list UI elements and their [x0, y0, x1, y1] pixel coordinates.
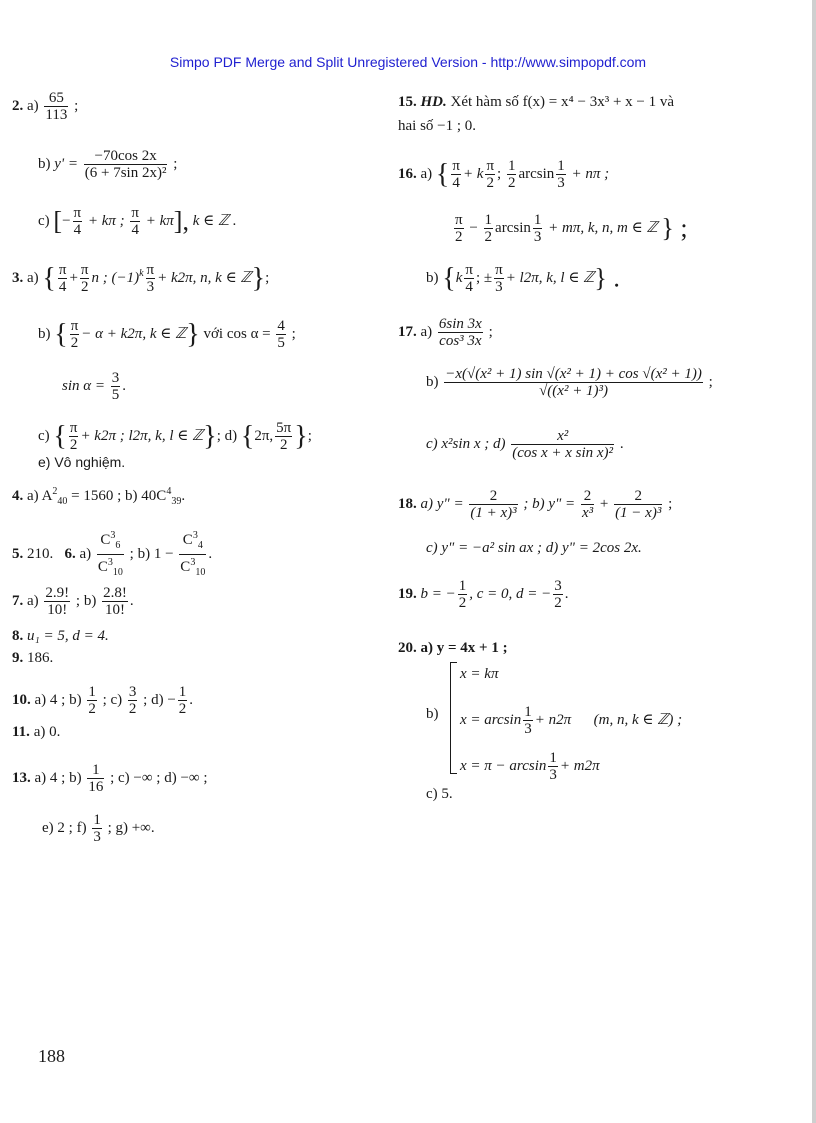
q5-label: 5. [12, 545, 24, 562]
q6b-den-c: C [180, 559, 191, 575]
q6b-den [179, 554, 206, 581]
q2b-den: (6 + 7sin 2x)² [84, 165, 167, 181]
q18b-frac1 [581, 488, 594, 521]
q20b-s3-num: 1 [549, 750, 557, 766]
q17b-frac [444, 366, 703, 399]
q16a2-tail: } ; [661, 213, 688, 243]
answer-15-line2 [398, 116, 476, 136]
q3c-n1: π [69, 420, 78, 436]
q7-b: ; b) [75, 592, 97, 609]
q3a-d1: 4 [58, 279, 67, 295]
q3b-mid: − α + k2π, k ∈ ℤ [81, 325, 187, 342]
q16a-frac1 [451, 158, 461, 191]
q20b-s3-frac [548, 750, 558, 783]
answer-19 [398, 578, 569, 611]
q5-text: 210. [27, 545, 54, 562]
q7-tail: . [129, 592, 134, 609]
q13-e: e) 2 ; f) [42, 819, 87, 836]
q16a-end: + nπ ; [571, 165, 610, 182]
q13-a: a) 4 ; b) [34, 769, 82, 786]
q20-b: b) [426, 706, 439, 722]
q3d-open-brace: { [240, 420, 255, 452]
q18-c: c) y" = −a² sin ax ; d) y" = 2cos 2x. [426, 540, 642, 556]
q3b2-lhs: sin α = [62, 377, 106, 394]
q3b-with: với cos α = [203, 325, 271, 342]
q10-tail: . [189, 691, 194, 708]
q6a-frac [97, 528, 124, 581]
q6a-num [97, 528, 124, 554]
q3b-d1: 2 [70, 335, 79, 351]
q16a2-n1: π [455, 212, 463, 228]
q3c-sep: ; d) [216, 427, 238, 444]
q18-label: 18. [398, 495, 417, 512]
q2c-frac2 [130, 205, 140, 238]
q10b-frac [87, 684, 97, 717]
q6b-den-sub: 10 [195, 567, 206, 578]
q10c-frac [128, 684, 138, 717]
q3b-frac1 [70, 318, 80, 351]
q6a-den [97, 554, 124, 581]
q3a-n2: π [80, 262, 89, 278]
answer-17a [398, 316, 493, 349]
q17-b: b) [426, 373, 439, 390]
q2c-mid: + kπ ; [87, 212, 125, 229]
q16-label: 16. [398, 165, 417, 182]
answer-13e [42, 812, 155, 845]
q16b-end: + l2π, k, l ∈ ℤ [505, 269, 595, 286]
q16a-d2: 2 [486, 175, 494, 191]
q2-label: 2. [12, 97, 24, 114]
q16a-d3: 2 [507, 175, 516, 191]
q16a-frac4 [556, 158, 566, 191]
q16a2-n3: 1 [533, 212, 542, 228]
q3d-n: 5π [276, 420, 292, 436]
q18b-plus: + [599, 495, 609, 512]
q17d-frac [511, 428, 614, 461]
q3-e: e) Vô nghiệm. [38, 454, 126, 470]
answer-17cd [426, 428, 624, 461]
answer-20c [426, 784, 453, 804]
q3b-n2: 4 [277, 318, 285, 334]
answer-18cd [426, 538, 642, 558]
q2c-d1: 4 [73, 222, 82, 238]
q20b-s3-den: 3 [549, 767, 557, 783]
answer-16b [426, 262, 620, 295]
watermark: Simpo PDF Merge and Split Unregistered Version - http://www.simpopdf.com [169, 54, 647, 70]
q16a2-end: + mπ, k, n, m ∈ ℤ [548, 219, 658, 236]
q16a-frac3 [507, 158, 517, 191]
q7b-num: 2.8! [103, 585, 127, 601]
q6a-den-sub: 10 [112, 567, 123, 578]
q17-a: a) [420, 323, 433, 340]
q16-a: a) [420, 165, 433, 182]
answer-20b-label [426, 704, 439, 724]
q20b-s2-den: 3 [524, 721, 532, 737]
q6b-den-sup: 3 [190, 557, 196, 568]
q20b-s3-pre: x = π − arcsin [460, 757, 547, 774]
q13-rest: ; c) −∞ ; d) −∞ ; [110, 769, 208, 786]
q16a-n3: 1 [507, 158, 516, 174]
answer-20a [398, 638, 508, 658]
q16a-d4: 3 [557, 175, 565, 191]
q17a-den: cos³ 3x [439, 333, 482, 349]
answer-16a-line2: $\frac{\pi}{2}$ − $\frac{1}{2}$ arcsin $\frac{1}{3}$ + mπ, k, n, m ∈ ℤ } ; [455, 212, 688, 245]
q3b-open-brace: { [54, 318, 68, 350]
q20-label: 20. [398, 640, 417, 656]
q20b-line3 [460, 750, 600, 783]
q3d-close-brace: } [294, 420, 308, 452]
q13-label: 13. [12, 769, 31, 786]
q2c-n2: π [131, 205, 139, 221]
q3b2-num: 3 [111, 370, 120, 386]
q2c-frac1 [73, 205, 83, 238]
q16b-frac1 [464, 262, 474, 295]
q17a-tail: ; [488, 323, 493, 340]
q10b-num: 1 [88, 684, 96, 700]
q2-c: c) [38, 212, 50, 229]
q2c-tail: k ∈ ℤ . [192, 212, 237, 229]
q3a-mid: n ; (−1) [91, 269, 140, 286]
q3-a: a) [27, 269, 39, 286]
q2b-fraction [84, 148, 168, 181]
q10c-num: 3 [128, 684, 137, 700]
q2b-num: −70cos 2x [94, 148, 157, 164]
q16a-open-brace: { [435, 158, 450, 190]
q7a-den: 10! [44, 601, 70, 618]
answer-10 [12, 684, 193, 717]
q3b-tail: ; [291, 325, 296, 342]
q17b-num: −x(√(x² + 1) sin √(x² + 1) + cos √(x² + 1)) [445, 366, 702, 382]
q10b-den: 2 [88, 701, 96, 717]
q17d-den: (cos x + x sin x)² [512, 445, 614, 461]
q3a-n3: π [146, 262, 155, 278]
answer-3e [38, 452, 125, 472]
q18b-d2: (1 − x)³ [615, 505, 662, 521]
q10d-den: 2 [178, 701, 187, 717]
q13b-frac [87, 762, 104, 795]
q16b-tail: } . [594, 263, 620, 293]
q20b-s2-end: + n2π [534, 711, 572, 728]
q16b-n1: π [465, 262, 473, 278]
q13b-den: 16 [88, 779, 104, 795]
q3b2-frac [111, 370, 121, 403]
q16a2-frac1 [454, 212, 464, 245]
q17-label: 17. [398, 323, 417, 340]
q3b-d2: 5 [277, 335, 285, 351]
q2a-fraction [44, 90, 68, 123]
q3a-frac2 [80, 262, 90, 295]
q20-c: c) 5. [426, 786, 453, 802]
q4-a-sup: 2 [52, 486, 58, 497]
q16a-n4: 1 [557, 158, 565, 174]
q16b-d1: 4 [465, 279, 473, 295]
q16a-mid: + k [462, 165, 484, 182]
q6-tail: . [208, 545, 213, 562]
q3-b: b) [38, 325, 51, 342]
q16a2-d3: 3 [533, 229, 542, 245]
q19b-den: 2 [458, 595, 467, 611]
answer-3b [38, 318, 296, 351]
q16b-k: k [455, 269, 463, 286]
q18a-frac [469, 488, 517, 521]
q16a-d1: 4 [452, 175, 460, 191]
q6a-den-sup: 3 [107, 557, 113, 568]
q20b-s2-frac [523, 704, 533, 737]
q3c-mid: + k2π ; l2π, k, l ∈ ℤ [80, 427, 204, 444]
q18b-n1: 2 [583, 488, 592, 504]
q18b-tail: ; [668, 495, 673, 512]
q6b-num-sub: 4 [197, 540, 203, 551]
q3c-d1: 2 [69, 437, 78, 453]
q17a-frac [438, 316, 483, 349]
answer-18ab [398, 488, 672, 521]
q4-a-sub: 40 [57, 496, 68, 507]
q20b-s3-end: + m2π [559, 757, 600, 774]
q16a2-d2: 2 [484, 229, 493, 245]
q16b-pm: ; ± [475, 269, 493, 286]
q4-a: a) A [27, 488, 53, 504]
q3a-close-brace: } [251, 262, 266, 294]
answer-3cd [38, 420, 312, 453]
q10d-num: 1 [178, 684, 187, 700]
q2c-open: [ [53, 206, 63, 236]
q16a2-frac2 [484, 212, 494, 245]
q4-label: 4. [12, 488, 24, 504]
answer-15 [398, 92, 674, 112]
q4-tail: . [181, 488, 186, 504]
answer-17b [426, 366, 713, 399]
q3c-open-brace: { [53, 420, 67, 452]
q3-label: 3. [12, 269, 24, 286]
answer-7 [12, 585, 134, 618]
q3c-close-brace: } [203, 420, 217, 452]
q9-label: 9. [12, 650, 24, 666]
q2c-close: ], [173, 206, 189, 236]
q3d-frac [275, 420, 292, 453]
q3a-d3: 3 [146, 279, 155, 295]
q16b-n2: π [495, 262, 503, 278]
q6a-num-c: C [100, 532, 111, 548]
q19b-num: 1 [458, 578, 467, 594]
q18-b: ; b) y" = [523, 495, 576, 512]
q13f-num: 1 [93, 812, 101, 828]
answer-13 [12, 762, 208, 795]
q3b-n1: π [70, 318, 79, 334]
q10-label: 10. [12, 691, 31, 708]
q6b-frac [179, 528, 206, 581]
q6-b: ; b) 1 − [129, 545, 174, 562]
q18b-d1: x³ [581, 505, 594, 521]
q7a-frac [44, 585, 70, 618]
q7a-num: 2.9! [45, 585, 70, 601]
q11-text: a) 0. [33, 724, 61, 740]
q10-d: ; d) − [143, 691, 176, 708]
q17d-tail: . [619, 435, 624, 452]
q4-b-sup: 4 [166, 486, 172, 497]
page-number: 188 [38, 1046, 65, 1066]
q20b-line2 [460, 704, 682, 737]
q2b-tail: ; [173, 155, 178, 172]
q19b-frac [458, 578, 468, 611]
q4-b-sub: 39 [171, 496, 182, 507]
q13b-num: 1 [92, 762, 100, 778]
answer-2b [38, 148, 177, 181]
q20-a: a) y = 4x + 1 ; [420, 640, 508, 656]
answer-2c: c) [− $\frac{\pi}{4}$ + kπ ; $\frac{\pi}{4}$ + kπ], k ∈ ℤ . [38, 205, 237, 238]
q3d-tail: ; [307, 427, 312, 444]
q3a-frac3 [146, 262, 156, 295]
q18-a: a) y" = [420, 495, 464, 512]
q19-tail: . [564, 585, 569, 602]
page-edge [812, 0, 816, 1123]
q19d-num: 3 [554, 578, 562, 594]
q6-label: 6. [64, 545, 76, 562]
q10d-frac [178, 684, 188, 717]
q3a-k: k [139, 267, 144, 279]
q19-mid: , c = 0, d = − [469, 585, 552, 602]
q6a-num-sup: 3 [110, 530, 116, 541]
answer-11 [12, 722, 60, 742]
q17b-tail: ; [708, 373, 713, 390]
q20b-s2-num: 1 [524, 704, 532, 720]
q10-a: a) 4 ; b) [34, 691, 82, 708]
q16a2-arc: arcsin [495, 219, 531, 236]
answer-4 [12, 482, 185, 512]
q8-label: 8. [12, 628, 24, 644]
q6b-num-c: C [182, 532, 193, 548]
q3d-d: 2 [275, 436, 292, 453]
q4-mid: = 1560 ; b) 40C [71, 488, 167, 504]
answer-2a [12, 90, 78, 123]
q7-a: a) [27, 592, 39, 609]
q3a-d2: 2 [80, 279, 89, 295]
q15-hd: HD. [420, 94, 447, 110]
q20b-s1: x = kπ [460, 666, 499, 682]
q2c-n1: π [73, 205, 82, 221]
q16-b: b) [426, 269, 439, 286]
q17b-den: √((x² + 1)³) [444, 382, 703, 399]
q2c-end: + kπ [145, 212, 174, 229]
q15-text: Xét hàm số f(x) = x⁴ − 3x³ + x − 1 và [450, 94, 675, 110]
q16a2-d1: 2 [455, 229, 463, 245]
q18b-frac2 [614, 488, 662, 521]
q15-text2: hai số −1 ; 0. [398, 118, 477, 134]
answer-9 [12, 648, 53, 668]
q16a-n1: π [452, 158, 460, 174]
q16b-d2: 3 [495, 279, 503, 295]
q17d-num: x² [557, 428, 569, 444]
answer-8 [12, 626, 109, 646]
q6-a: a) [79, 545, 92, 562]
q15-label: 15. [398, 94, 417, 110]
answer-16a: 16. a) { $\frac{\pi}{4}$ + k $\frac{\pi}{2}$ ; $\frac{1}{2}$ arcsin $\frac{1}{3}$ + nπ ; [398, 158, 610, 191]
q16b-frac2 [494, 262, 504, 295]
q3a-open-brace: { [42, 262, 56, 294]
q6a-den-c: C [97, 559, 108, 575]
q10-c: ; c) [102, 691, 123, 708]
q3d-pre: 2π, [254, 427, 274, 444]
q19d-den: 2 [554, 595, 562, 611]
q3b-close-brace: } [186, 318, 200, 350]
q18b-n2: 2 [634, 488, 642, 504]
q6b-num-sup: 3 [192, 530, 198, 541]
q2a-den: 113 [45, 107, 68, 123]
q10c-den: 2 [128, 701, 137, 717]
q2a-tail: ; [74, 97, 79, 114]
q20b-s2-pre: x = arcsin [460, 711, 522, 728]
q16a-frac2 [485, 158, 495, 191]
q17-c: c) x²sin x ; d) [426, 435, 506, 452]
q3b2-den: 5 [111, 387, 120, 403]
q6a-num-sub: 6 [115, 540, 121, 551]
q3a-end: + k2π, n, k ∈ ℤ [157, 269, 252, 286]
q3a-n1: π [58, 262, 67, 278]
q3c-frac1 [69, 420, 79, 453]
q3b-frac2 [276, 318, 286, 351]
answer-5-6 [12, 528, 212, 581]
q6b-num [179, 528, 206, 554]
q13f-den: 3 [93, 829, 101, 845]
q13f-frac [92, 812, 102, 845]
q3a-frac1 [58, 262, 68, 295]
q20b-system-bracket [450, 662, 457, 774]
q7b-den: 10! [102, 601, 128, 618]
q8-text: u₁ = 5, d = 4. [27, 628, 109, 644]
q2a-num: 65 [48, 90, 64, 106]
answer-3b-sin: sin α = $\frac{3}{5}$ . [62, 370, 127, 403]
q16a2-frac3 [533, 212, 543, 245]
q2-b: b) [38, 155, 51, 172]
q18a-num: 2 [489, 488, 498, 504]
q20b-note: (m, n, k ∈ ℤ) ; [593, 711, 683, 728]
q7-label: 7. [12, 592, 24, 609]
q13-g: ; g) +∞. [107, 819, 155, 836]
q16a2-n2: 1 [484, 212, 493, 228]
q2-a: a) [27, 97, 39, 114]
q16a-arc: arcsin [518, 165, 555, 182]
q19d-frac [553, 578, 563, 611]
q9-text: 186. [27, 650, 54, 666]
q3-c: c) [38, 427, 50, 444]
q19-label: 19. [398, 585, 417, 602]
q7b-frac [102, 585, 128, 618]
q2b-lhs: y' = [54, 155, 78, 172]
q2c-d2: 4 [131, 222, 139, 238]
q20b-line1 [460, 664, 498, 684]
q17a-num: 6sin 3x [438, 316, 482, 332]
answer-3a: 3. a) { $\frac{\pi}{4}$ + $\frac{\pi}{2}$ n ; $(-1)^k$ $\frac{\pi}{3}$ + k2π, n, k ∈ ℤ}; [12, 262, 270, 295]
q18a-den: (1 + x)³ [470, 505, 517, 521]
q16a-n2: π [486, 158, 495, 174]
q16b-open-brace: { [442, 262, 456, 294]
q11-label: 11. [12, 724, 30, 740]
q19-b-pre: b = − [420, 585, 456, 602]
